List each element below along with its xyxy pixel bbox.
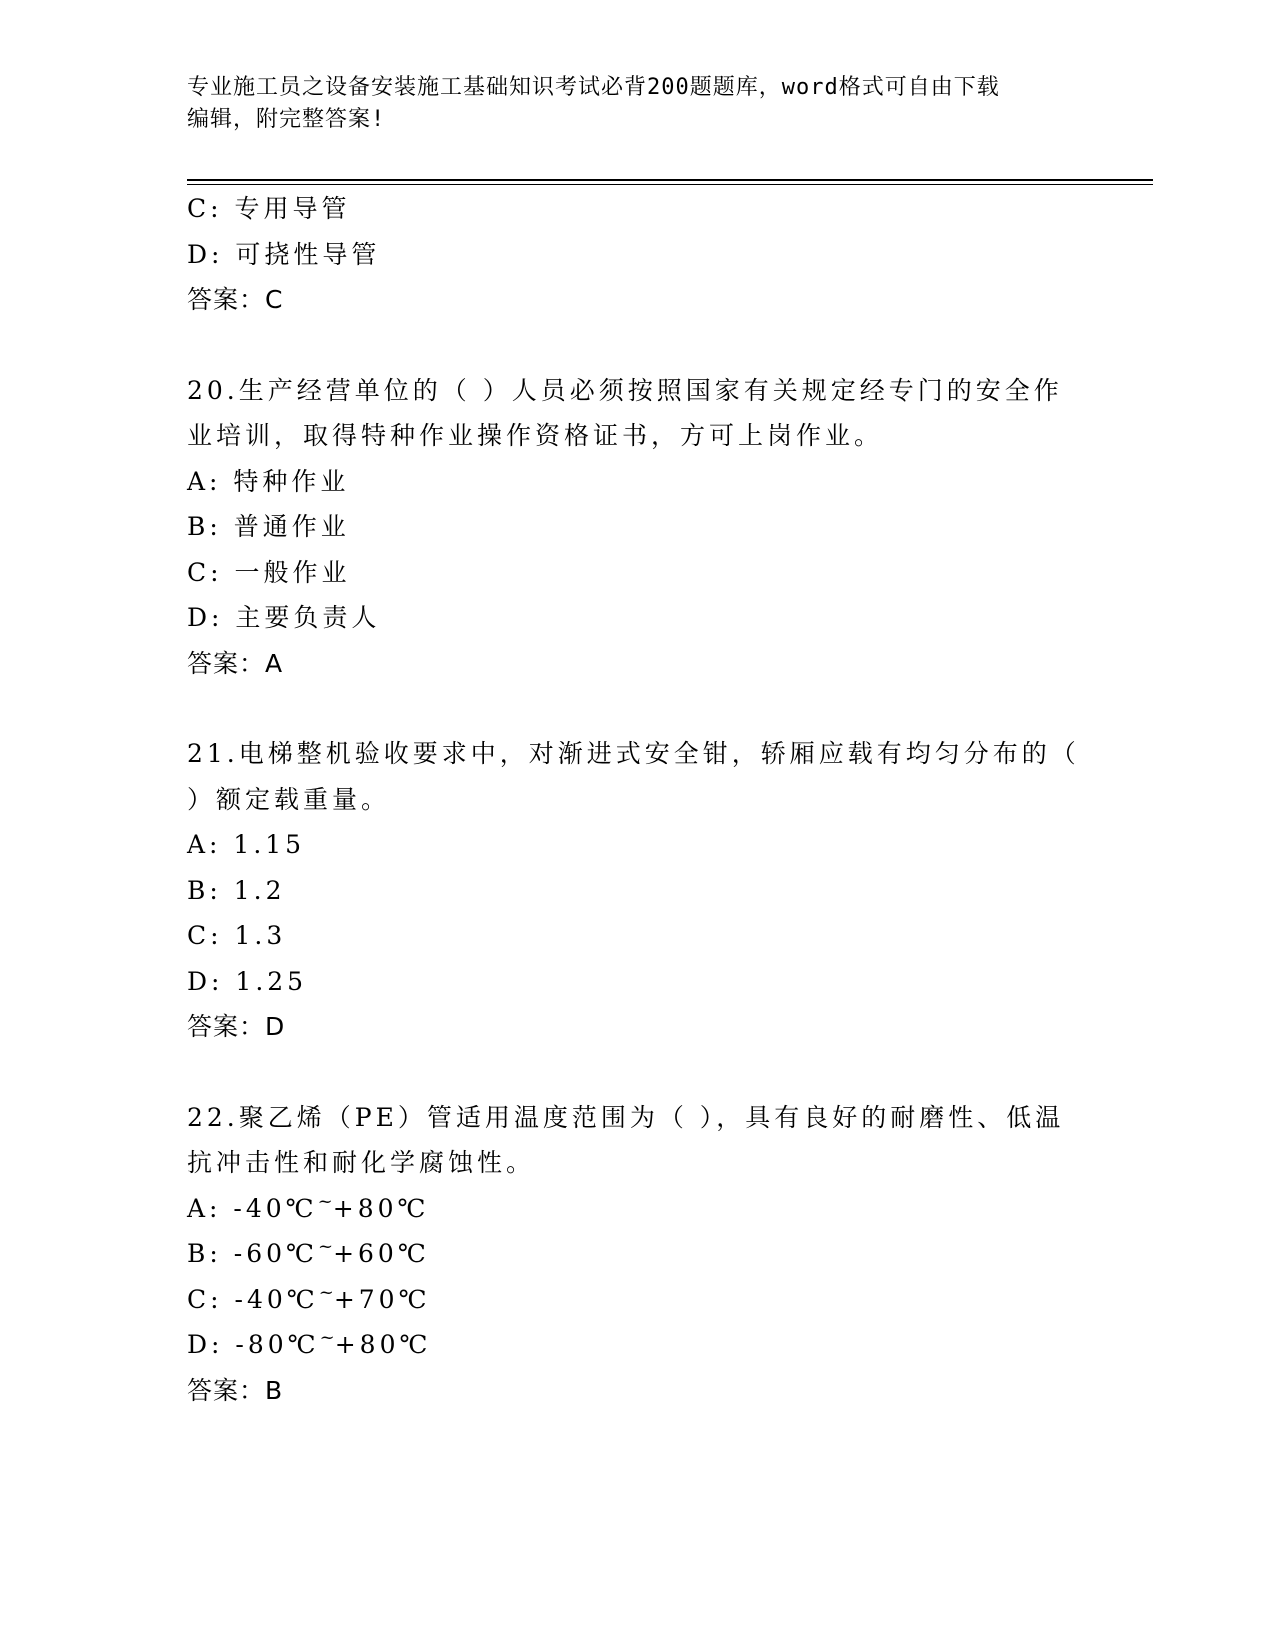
- header-title-line-1: 专业施工员之设备安装施工基础知识考试必背200题题库，word格式可自由下载: [187, 75, 1000, 100]
- spacer: [187, 1050, 1087, 1095]
- option-b-high: +60℃: [333, 1239, 430, 1268]
- question-list: [187, 186, 1087, 1413]
- option-a: [187, 1186, 1087, 1232]
- range-tilde: ~: [317, 1190, 333, 1212]
- option-c: C: 专用导管: [187, 194, 351, 223]
- header-title-line-2: 编辑，附完整答案!: [187, 107, 386, 132]
- range-tilde: ~: [318, 1281, 334, 1303]
- option-d: [187, 1322, 1087, 1368]
- option-c-low: C: -40℃: [187, 1284, 319, 1314]
- answer-line: 答案：D: [187, 1012, 286, 1041]
- option-d: D: 主要负责人: [187, 603, 381, 632]
- option-c: C: 一般作业: [187, 557, 351, 587]
- header-divider: [187, 179, 1153, 185]
- option-c: C: 1.3: [187, 921, 287, 950]
- question-20: [187, 368, 1087, 687]
- spacer: [187, 686, 1087, 731]
- answer-line: 答案：B: [187, 1375, 284, 1405]
- question-stem-line-1: 21.电梯整机验收要求中，对渐进式安全钳，轿厢应载有均匀分布的（: [187, 739, 1080, 768]
- question-22: [187, 1095, 1087, 1414]
- option-a-low: A: -40℃: [187, 1193, 318, 1223]
- range-tilde: ~: [317, 1236, 334, 1257]
- answer-line: 答案：A: [187, 648, 284, 678]
- range-tilde: ~: [319, 1327, 335, 1348]
- option-d: D: 1.25: [187, 966, 308, 996]
- option-d: D: 可挠性导管: [187, 239, 381, 269]
- option-b: B: 1.2: [187, 875, 286, 905]
- option-d-high: +80℃: [334, 1330, 432, 1359]
- question-19: [187, 186, 1087, 323]
- spacer: [187, 323, 1087, 368]
- option-b: [187, 1231, 1087, 1277]
- question-stem-line-1: 22.聚乙烯（PE）管适用温度范围为（ ），具有良好的耐磨性、低温: [187, 1102, 1065, 1132]
- option-b: B: 普通作业: [187, 512, 350, 541]
- question-stem-line-2: 抗冲击性和耐化学腐蚀性。: [187, 1148, 536, 1177]
- option-a: A: 特种作业: [187, 466, 350, 496]
- option-c-high: +70℃: [333, 1284, 431, 1314]
- option-c: [187, 1277, 1087, 1323]
- option-a: A: 1.15: [187, 830, 306, 859]
- document-header: [187, 72, 1087, 136]
- option-b-low: B: -60℃: [187, 1239, 318, 1268]
- question-stem-line-1: 20.生产经营单位的（ ）人员必须按照国家有关规定经专门的安全作: [187, 375, 1063, 405]
- question-21: [187, 731, 1087, 1050]
- option-a-high: +80℃: [332, 1193, 430, 1223]
- option-d-low: D: -80℃: [187, 1330, 320, 1359]
- question-stem-line-2: ）额定载重量。: [187, 784, 391, 814]
- question-stem-line-2: 业培训，取得特种作业操作资格证书，方可上岗作业。: [187, 421, 884, 450]
- answer-line: 答案：C: [187, 285, 284, 314]
